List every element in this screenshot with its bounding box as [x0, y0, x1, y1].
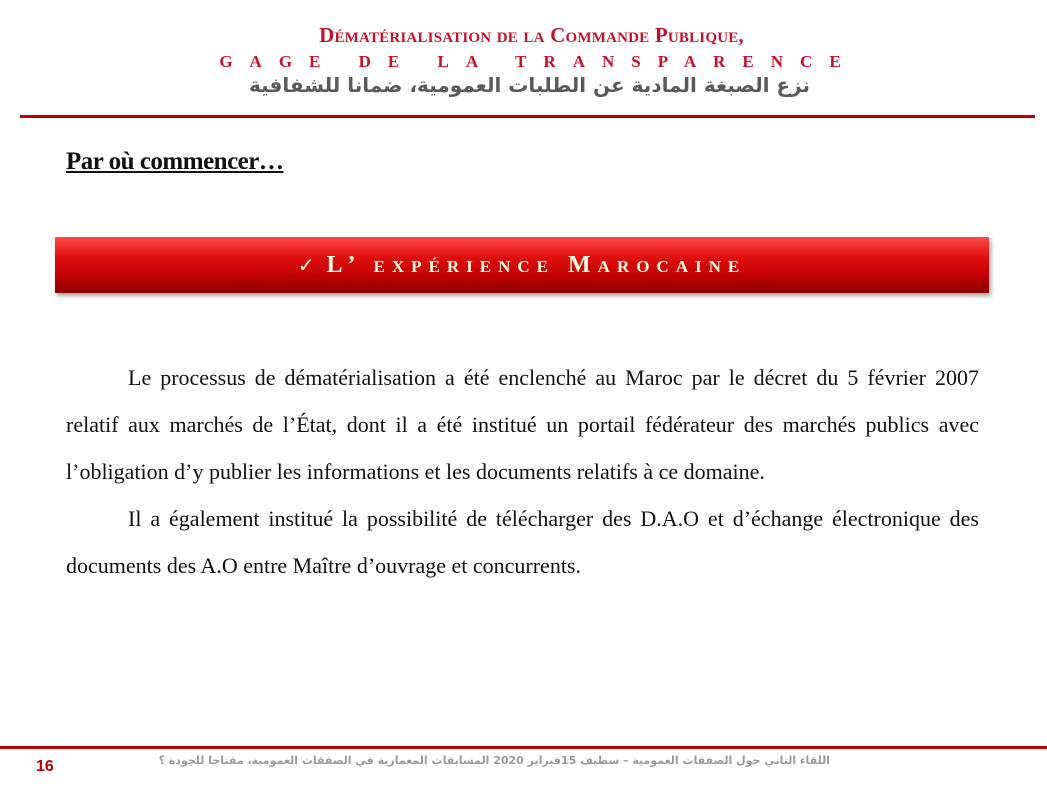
header-title-arabic: نزع الصبغة المادية عن الطلبات العمومية، ضمانا للشفافية [248, 73, 811, 97]
body-text [66, 354, 979, 589]
slide-header [0, 22, 1047, 98]
page-number: 16 [36, 758, 54, 775]
body-paragraph-2: Il a également institué la possibilité de télécharger des D.A.O et d’échange électronique des documents des A.O entre Maître d’ouvrage et concurrents. [66, 506, 979, 578]
section-heading: Par où commencer… [66, 148, 284, 175]
banner-title: L’ expérience Marocaine [326, 251, 747, 278]
header-divider [20, 115, 1035, 118]
header-title-line1: Dématérialisation de la Commande Publique, [319, 23, 744, 47]
footer-text: اللقاء الثاني حول الصفقات العمومية – سطيف 15فبراير 2020 المسابقات المعمارية في الصفقات العمومية، مفتاحا للجودة ؟ [158, 754, 830, 767]
section-banner [55, 237, 989, 293]
footer-divider [0, 746, 1047, 749]
header-title-line2: GAGE DE LA TRANSPARENCE [219, 52, 858, 71]
body-paragraph-1: Le processus de dématérialisation a été enclenché au Maroc par le décret du 5 février 2007 relatif aux marchés de l’État, dont il a été institué un portail fédérateur des marchés publics avec l’obligation d’y publier les informations et les documents relatifs à ce domaine. [66, 365, 979, 484]
check-icon: ✓ [297, 253, 315, 277]
